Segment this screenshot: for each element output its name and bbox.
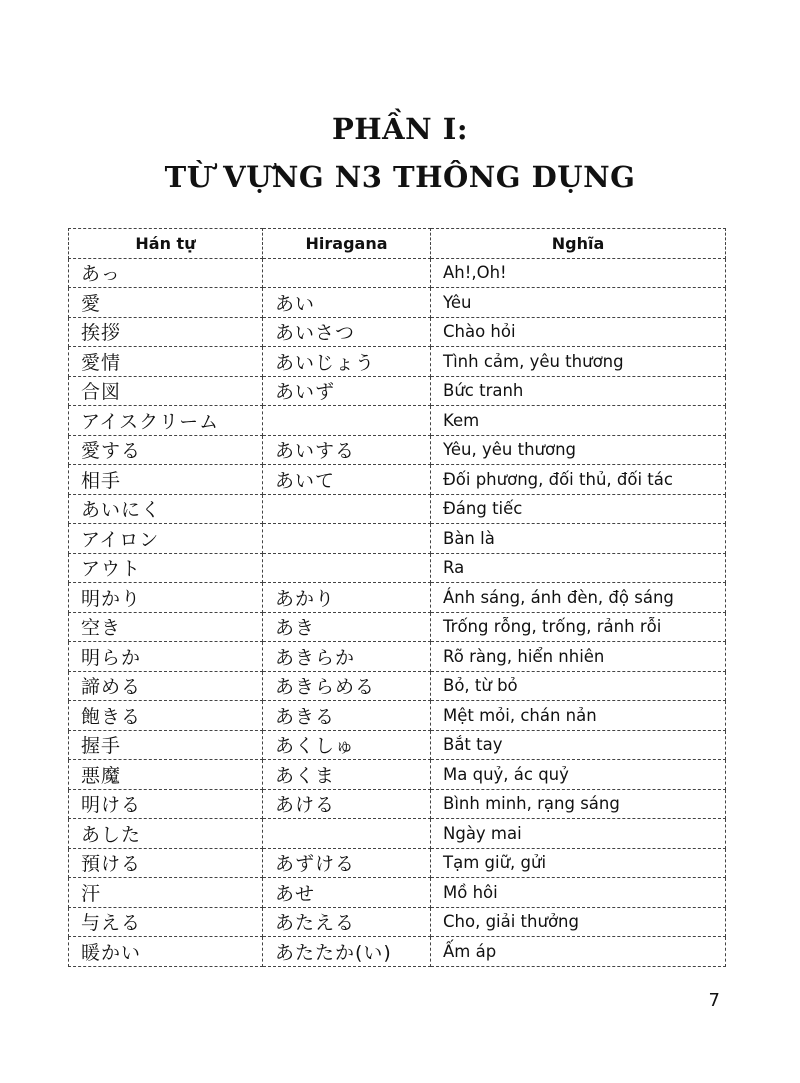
kanji-cell: あした [69,819,263,849]
table-row [69,730,726,760]
hiragana-cell [263,494,431,524]
meaning-cell: Mồ hôi [431,878,726,908]
meaning-cell: Mệt mỏi, chán nản [431,701,726,731]
hiragana-cell [263,819,431,849]
hiragana-cell: あかり [263,583,431,613]
kanji-cell: 汗 [69,878,263,908]
kanji-cell: あっ [69,258,263,288]
hiragana-cell [263,553,431,583]
hiragana-cell: あきる [263,701,431,731]
column-header-kanji: Hán tự [69,229,263,259]
meaning-cell: Ah!,Oh! [431,258,726,288]
hiragana-cell [263,258,431,288]
kanji-cell: 挨拶 [69,317,263,347]
kanji-cell: 握手 [69,730,263,760]
table-row [69,465,726,495]
meaning-cell: Ánh sáng, ánh đèn, độ sáng [431,583,726,613]
kanji-cell: 合図 [69,376,263,406]
hiragana-cell: あき [263,612,431,642]
hiragana-cell: あたたか(い) [263,937,431,967]
kanji-cell: 明かり [69,583,263,613]
kanji-cell: 相手 [69,465,263,495]
table-row [69,288,726,318]
meaning-cell: Bắt tay [431,730,726,760]
table-row [69,701,726,731]
kanji-cell: アイスクリーム [69,406,263,436]
page-title-part: PHẦN I: [331,112,469,146]
hiragana-cell: あける [263,789,431,819]
table-row [69,671,726,701]
kanji-cell: 暖かい [69,937,263,967]
hiragana-cell: あいじょう [263,347,431,377]
meaning-cell: Đối phương, đối thủ, đối tác [431,465,726,495]
meaning-cell: Tình cảm, yêu thương [431,347,726,377]
hiragana-cell: あずける [263,848,431,878]
meaning-cell: Yêu [431,288,726,318]
kanji-cell: 明らか [69,642,263,672]
hiragana-cell: あいて [263,465,431,495]
table-row [69,819,726,849]
kanji-cell: 空き [69,612,263,642]
page-title-topic: TỪ VỰNG N3 THÔNG DỤNG [164,160,636,194]
hiragana-cell: あきらめる [263,671,431,701]
meaning-cell: Đáng tiếc [431,494,726,524]
hiragana-cell: あいさつ [263,317,431,347]
kanji-cell: 与える [69,907,263,937]
table-row [69,317,726,347]
meaning-cell: Kem [431,406,726,436]
kanji-cell: アウト [69,553,263,583]
meaning-cell: Bàn là [431,524,726,554]
hiragana-cell: あくしゅ [263,730,431,760]
table-row [69,878,726,908]
kanji-cell: 愛する [69,435,263,465]
table-row [69,612,726,642]
table-row [69,406,726,436]
kanji-cell: 諦める [69,671,263,701]
table-row [69,494,726,524]
column-header-meaning: Nghĩa [431,229,726,259]
kanji-cell: 愛情 [69,347,263,377]
kanji-cell: 愛 [69,288,263,318]
meaning-cell: Ra [431,553,726,583]
kanji-cell: 飽きる [69,701,263,731]
table-row [69,583,726,613]
kanji-cell: 明ける [69,789,263,819]
table-header-row [69,229,726,259]
table-row [69,848,726,878]
hiragana-cell: あたえる [263,907,431,937]
meaning-cell: Ngày mai [431,819,726,849]
hiragana-cell: あいする [263,435,431,465]
table-row [69,258,726,288]
table-row [69,347,726,377]
table-row [69,760,726,790]
meaning-cell: Ma quỷ, ác quỷ [431,760,726,790]
table-row [69,642,726,672]
hiragana-cell [263,406,431,436]
meaning-cell: Ấm áp [431,937,726,967]
table-body [69,258,726,966]
hiragana-cell: あせ [263,878,431,908]
kanji-cell: 悪魔 [69,760,263,790]
meaning-cell: Bình minh, rạng sáng [431,789,726,819]
page-number: 7 [708,990,720,1011]
vocabulary-table [68,228,726,967]
meaning-cell: Yêu, yêu thương [431,435,726,465]
meaning-cell: Cho, giải thưởng [431,907,726,937]
table-row [69,789,726,819]
kanji-cell: あいにく [69,494,263,524]
table-row [69,376,726,406]
table-row [69,435,726,465]
hiragana-cell: あくま [263,760,431,790]
column-header-hiragana: Hiragana [263,229,431,259]
meaning-cell: Bức tranh [431,376,726,406]
table-row [69,907,726,937]
kanji-cell: アイロン [69,524,263,554]
meaning-cell: Tạm giữ, gửi [431,848,726,878]
table-row [69,937,726,967]
table-row [69,524,726,554]
table-row [69,553,726,583]
meaning-cell: Chào hỏi [431,317,726,347]
hiragana-cell: あいず [263,376,431,406]
meaning-cell: Trống rỗng, trống, rảnh rỗi [431,612,726,642]
hiragana-cell: あきらか [263,642,431,672]
hiragana-cell [263,524,431,554]
meaning-cell: Rõ ràng, hiển nhiên [431,642,726,672]
kanji-cell: 預ける [69,848,263,878]
meaning-cell: Bỏ, từ bỏ [431,671,726,701]
hiragana-cell: あい [263,288,431,318]
